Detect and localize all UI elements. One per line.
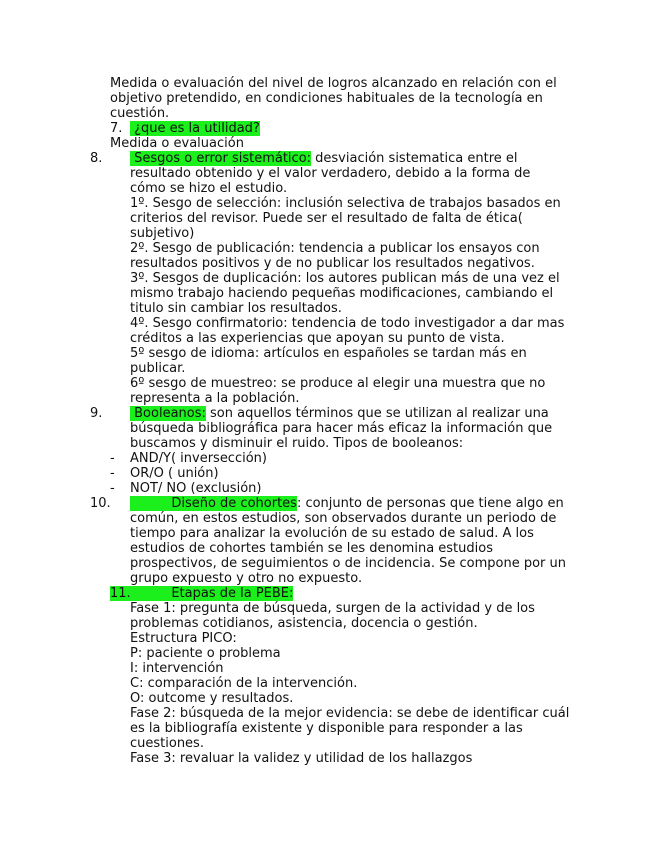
intro-paragraph: Medida o evaluación del nivel de logros alcanzado en relación con el objetivo pretendido, en condiciones habituales de la tecnología en cuestión. — [110, 76, 557, 121]
bullet-dash: - — [110, 466, 115, 481]
item-11-number: 11. — [110, 586, 131, 601]
item-9-definition: son aquellos términos que se utilizan al realizar una búsqueda bibliográfica para hacer más eficaz la información que buscamos y disminuir el ruido. Tipos de booleanos: — [130, 406, 553, 451]
boolean-item-and — [110, 451, 570, 466]
item-11-line-4: I: intervención — [130, 661, 224, 676]
item-10-heading — [90, 496, 570, 586]
item-11-heading — [110, 586, 570, 601]
item-11-term: Etapas de la PEBE: — [130, 586, 294, 601]
item-9-term: Booleanos: — [130, 406, 206, 421]
document-body — [90, 76, 570, 766]
boolean-item-text: AND/Y( inversección) — [130, 451, 267, 466]
item-10-definition: : conjunto de personas que tiene algo en común, en estos estudios, son observados durante un periodo de tiempo para analizar la evolución de su estado de salud. A los estudios de cohortes también se les denomina estudios prospectivos, de seguimientos o de incidencia. Se compone por un grupo expuesto y otro no expuesto. — [130, 496, 566, 586]
item-8-definition: desviación sistematica entre el resultado obtenido y el valor verdadero, debido a la forma de cómo se hizo el estudio. — [130, 151, 531, 196]
item-11-line-1: Fase 1: pregunta de búsqueda, surgen de la actividad y de los problemas cotidianos, asistencia, docencia o gestión. — [130, 601, 535, 631]
item-8-sub-5: 5º sesgo de idioma: artículos en españoles se tardan más en publicar. — [130, 346, 527, 376]
item-9-heading — [90, 406, 570, 451]
item-7-term: ¿que es la utilidad? — [130, 121, 260, 136]
item-8-heading — [90, 151, 570, 196]
item-7-answer: Medida o evaluación — [110, 136, 244, 151]
item-8-sub-4: 4º. Sesgo confirmatorio: tendencia de todo investigador a dar mas créditos a las experiencias que apoyan su punto de vista. — [130, 316, 565, 346]
boolean-item-text: NOT/ NO (exclusión) — [130, 481, 262, 496]
bullet-dash: - — [110, 451, 115, 466]
item-7-number: 7. — [110, 121, 123, 136]
item-8-sub-1: 1º. Sesgo de selección: inclusión selectiva de trabajos basados en criterios del revisor. Puede ser el resultado de falta de ética( subjetivo) — [130, 196, 561, 241]
item-11-line-6: O: outcome y resultados. — [130, 691, 294, 706]
bullet-dash: - — [110, 481, 115, 496]
item-11-number-highlight — [110, 586, 293, 601]
boolean-item-not — [110, 481, 570, 496]
item-10-number: 10. — [90, 496, 111, 511]
item-8-sub-2: 2º. Sesgo de publicación: tendencia a publicar los ensayos con resultados positivos y de no publicar los resultados negativos. — [130, 241, 540, 271]
boolean-item-or — [110, 466, 570, 481]
item-9-number: 9. — [90, 406, 103, 421]
item-8-term: Sesgos o error sistemático: — [130, 151, 312, 166]
item-11-line-8: Fase 3: revaluar la validez y utilidad de los hallazgos — [130, 751, 473, 766]
item-10-term: Diseño de cohortes — [130, 496, 297, 511]
item-11-line-2: Estructura PICO: — [130, 631, 237, 646]
boolean-item-text: OR/O ( unión) — [130, 466, 219, 481]
item-8-number: 8. — [90, 151, 103, 166]
item-11-line-7: Fase 2: búsqueda de la mejor evidencia: se debe de identificar cuál es la bibliografía existente y disponible para responder a las cuestiones. — [130, 706, 570, 751]
item-11-line-3: P: paciente o problema — [130, 646, 281, 661]
item-8-sub-6: 6º sesgo de muestreo: se produce al elegir una muestra que no representa a la población. — [130, 376, 546, 406]
item-11-line-5: C: comparación de la intervención. — [130, 676, 358, 691]
item-8-sub-3: 3º. Sesgos de duplicación: los autores publican más de una vez el mismo trabajo haciendo pequeñas modificaciones, cambiando el titulo sin cambiar los resultados. — [130, 271, 560, 316]
item-7-heading — [110, 121, 570, 136]
